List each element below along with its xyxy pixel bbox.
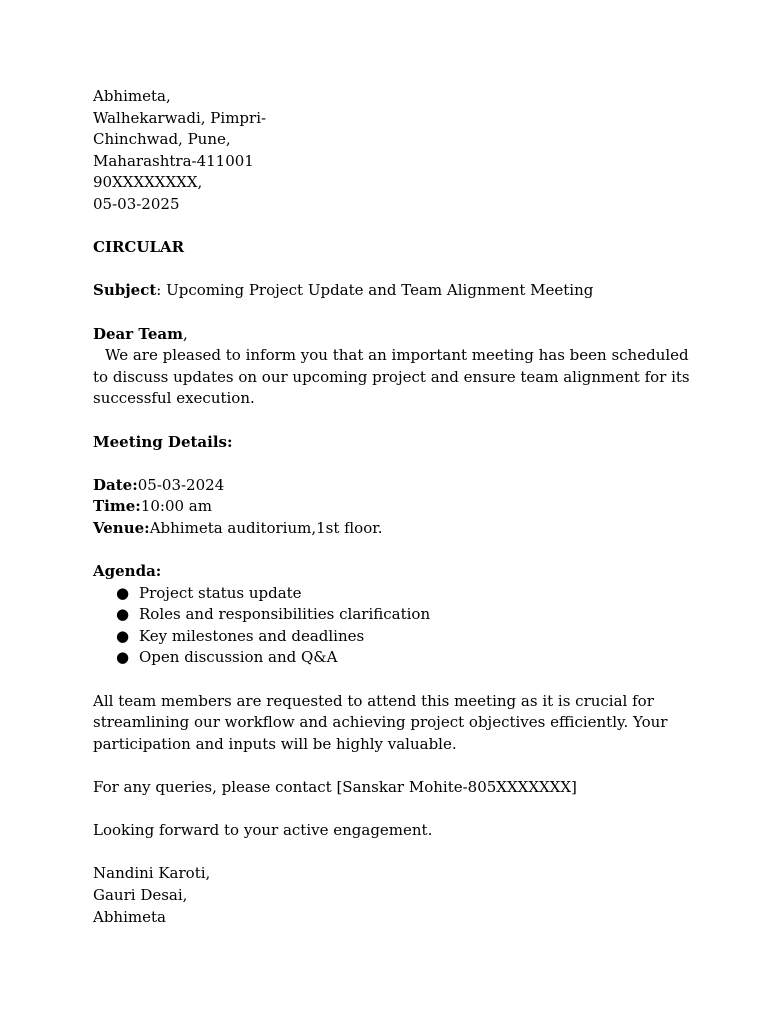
address-line: Chinchwad, Pune, <box>93 130 231 149</box>
date-label: Date: <box>93 475 138 494</box>
bullet-icon: ● <box>116 605 130 624</box>
bullet-icon: ● <box>116 648 130 667</box>
agenda-item-text: Roles and responsibilities clarification <box>139 605 431 624</box>
intro-text: We are pleased to inform you that an important meeting has been scheduled to discuss updates on our upcoming project and ensure team alignment for its successful execution. <box>93 346 690 408</box>
signature-block <box>93 863 693 928</box>
agenda-item <box>93 626 693 648</box>
greeting-suffix: , <box>182 324 188 343</box>
agenda-item-text: Project status update <box>139 583 302 602</box>
address-line: Maharashtra-411001 <box>93 151 254 170</box>
intro-paragraph <box>93 345 693 410</box>
venue-value: Abhimeta auditorium,1st floor. <box>149 518 383 537</box>
date-value: 05-03-2024 <box>137 475 225 494</box>
looking-forward-line: Looking forward to your active engagement. <box>93 821 433 840</box>
time-value: 10:00 am <box>140 497 212 516</box>
subject-label: Subject <box>93 281 157 300</box>
greeting-label: Dear Team <box>93 324 183 343</box>
agenda-item <box>93 604 693 626</box>
time-label: Time: <box>93 497 141 516</box>
closing-paragraph: All team members are requested to attend this meeting as it is crucial for streamlining our workflow and achieving project objectives efficiently. Your participation and inputs will be highly valuable. <box>93 691 668 753</box>
agenda-heading: Agenda: <box>93 562 162 581</box>
circular-document <box>93 86 693 928</box>
greeting <box>93 324 693 346</box>
subject-line <box>93 280 693 302</box>
organization-name: Abhimeta <box>93 907 166 926</box>
bullet-icon: ● <box>116 626 130 645</box>
agenda-item <box>93 647 693 669</box>
bullet-icon: ● <box>116 583 130 602</box>
document-heading: CIRCULAR <box>93 238 185 257</box>
meeting-venue <box>93 518 693 540</box>
address-line: Abhimeta, <box>93 87 171 105</box>
meeting-time <box>93 496 693 518</box>
phone-line: 90XXXXXXXX, <box>93 173 203 192</box>
date-line: 05-03-2025 <box>93 194 180 213</box>
agenda-item-text: Open discussion and Q&A <box>139 648 338 667</box>
address-line: Walhekarwadi, Pimpri- <box>93 108 267 127</box>
agenda-list <box>93 583 693 669</box>
meeting-details-heading: Meeting Details: <box>93 432 233 451</box>
signatory-name: Nandini Karoti, <box>93 864 211 883</box>
agenda-item <box>93 583 693 605</box>
subject-text: : Upcoming Project Update and Team Alignment Meeting <box>156 281 594 300</box>
contact-line: For any queries, please contact [Sanskar Mohite-805XXXXXXX] <box>93 778 577 796</box>
venue-label: Venue: <box>93 518 150 537</box>
meeting-date <box>93 475 693 497</box>
signatory-name: Gauri Desai, <box>93 885 188 904</box>
agenda-item-text: Key milestones and deadlines <box>139 626 365 645</box>
sender-address <box>93 86 693 216</box>
